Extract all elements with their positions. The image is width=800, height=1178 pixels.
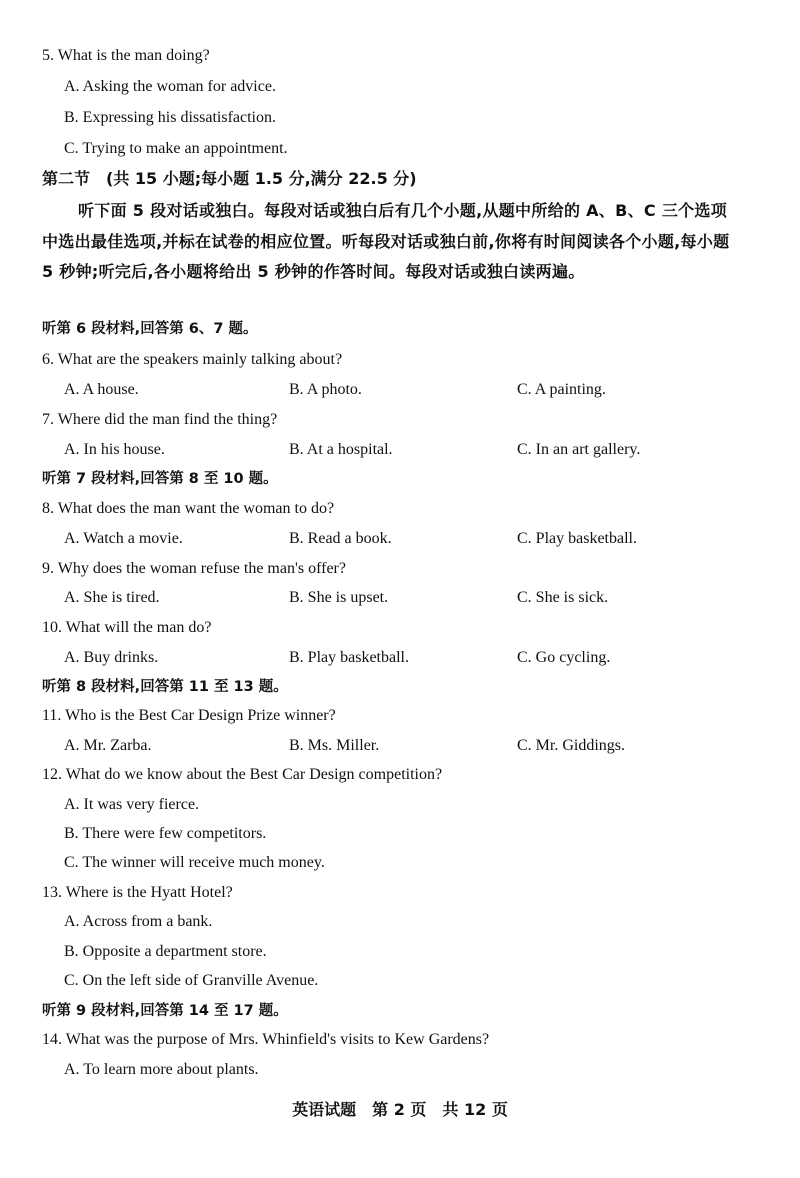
q5-option-a: A. Asking the woman for advice. bbox=[64, 78, 276, 95]
q7-option-a: A. In his house. bbox=[64, 441, 165, 458]
q12-option-b: B. There were few competitors. bbox=[64, 825, 267, 842]
question-7: 7. Where did the man find the thing? bbox=[42, 411, 278, 428]
question-10: 10. What will the man do? bbox=[42, 619, 212, 636]
section-2-heading: 第二节 (共 15 小题;每小题 1.5 分,满分 22.5 分) bbox=[42, 169, 417, 188]
q10-option-a: A. Buy drinks. bbox=[64, 649, 159, 666]
question-8: 8. What does the man want the woman to do? bbox=[42, 500, 335, 517]
question-9: 9. Why does the woman refuse the man's offer? bbox=[42, 560, 346, 577]
question-13: 13. Where is the Hyatt Hotel? bbox=[42, 884, 233, 901]
material-6-label: 听第 6 段材料,回答第 6、7 题。 bbox=[42, 321, 258, 337]
question-5: 5. What is the man doing? bbox=[42, 47, 210, 64]
instructions-text: 听下面 5 段对话或独白。每段对话或独白后有几个小题,从题中所给的 A、B、C 三个选项中选出最佳选项,并标在试卷的相应位置。听每段对话或独白前,你将有时间阅读各个小题,每小题 5 秒钟;听完后,各小题将给出 5 秒钟的作答时间。每段对话或独白读两遍。 bbox=[42, 201, 730, 281]
q14-option-a: A. To learn more about plants. bbox=[64, 1061, 259, 1078]
section-2-instructions bbox=[42, 196, 742, 288]
q6-option-c: C. A painting. bbox=[517, 381, 606, 398]
q9-option-c: C. She is sick. bbox=[517, 589, 609, 606]
q10-option-c: C. Go cycling. bbox=[517, 649, 611, 666]
q9-option-a: A. She is tired. bbox=[64, 589, 160, 606]
q11-option-b: B. Ms. Miller. bbox=[289, 737, 380, 754]
q12-option-a: A. It was very fierce. bbox=[64, 796, 200, 813]
q6-option-b: B. A photo. bbox=[289, 381, 362, 398]
q6-option-a: A. A house. bbox=[64, 381, 139, 398]
question-11: 11. Who is the Best Car Design Prize winner? bbox=[42, 707, 336, 724]
material-9-label: 听第 9 段材料,回答第 14 至 17 题。 bbox=[42, 1003, 288, 1019]
q8-option-c: C. Play basketball. bbox=[517, 530, 637, 547]
q11-option-a: A. Mr. Zarba. bbox=[64, 737, 152, 754]
q11-option-c: C. Mr. Giddings. bbox=[517, 737, 626, 754]
material-7-label: 听第 7 段材料,回答第 8 至 10 题。 bbox=[42, 471, 278, 487]
q7-option-c: C. In an art gallery. bbox=[517, 441, 641, 458]
question-6: 6. What are the speakers mainly talking about? bbox=[42, 351, 343, 368]
material-8-label: 听第 8 段材料,回答第 11 至 13 题。 bbox=[42, 679, 288, 695]
question-14: 14. What was the purpose of Mrs. Whinfield's visits to Kew Gardens? bbox=[42, 1031, 490, 1048]
q13-option-c: C. On the left side of Granville Avenue. bbox=[64, 972, 319, 989]
q7-option-b: B. At a hospital. bbox=[289, 441, 393, 458]
q9-option-b: B. She is upset. bbox=[289, 589, 389, 606]
q8-option-b: B. Read a book. bbox=[289, 530, 392, 547]
q13-option-b: B. Opposite a department store. bbox=[64, 943, 267, 960]
q12-option-c: C. The winner will receive much money. bbox=[64, 854, 325, 871]
page-footer: 英语试题 第 2 页 共 12 页 bbox=[292, 1100, 508, 1119]
q5-option-b: B. Expressing his dissatisfaction. bbox=[64, 109, 276, 126]
question-12: 12. What do we know about the Best Car Design competition? bbox=[42, 766, 443, 783]
q8-option-a: A. Watch a movie. bbox=[64, 530, 183, 547]
q5-option-c: C. Trying to make an appointment. bbox=[64, 140, 288, 157]
q10-option-b: B. Play basketball. bbox=[289, 649, 409, 666]
q13-option-a: A. Across from a bank. bbox=[64, 913, 213, 930]
